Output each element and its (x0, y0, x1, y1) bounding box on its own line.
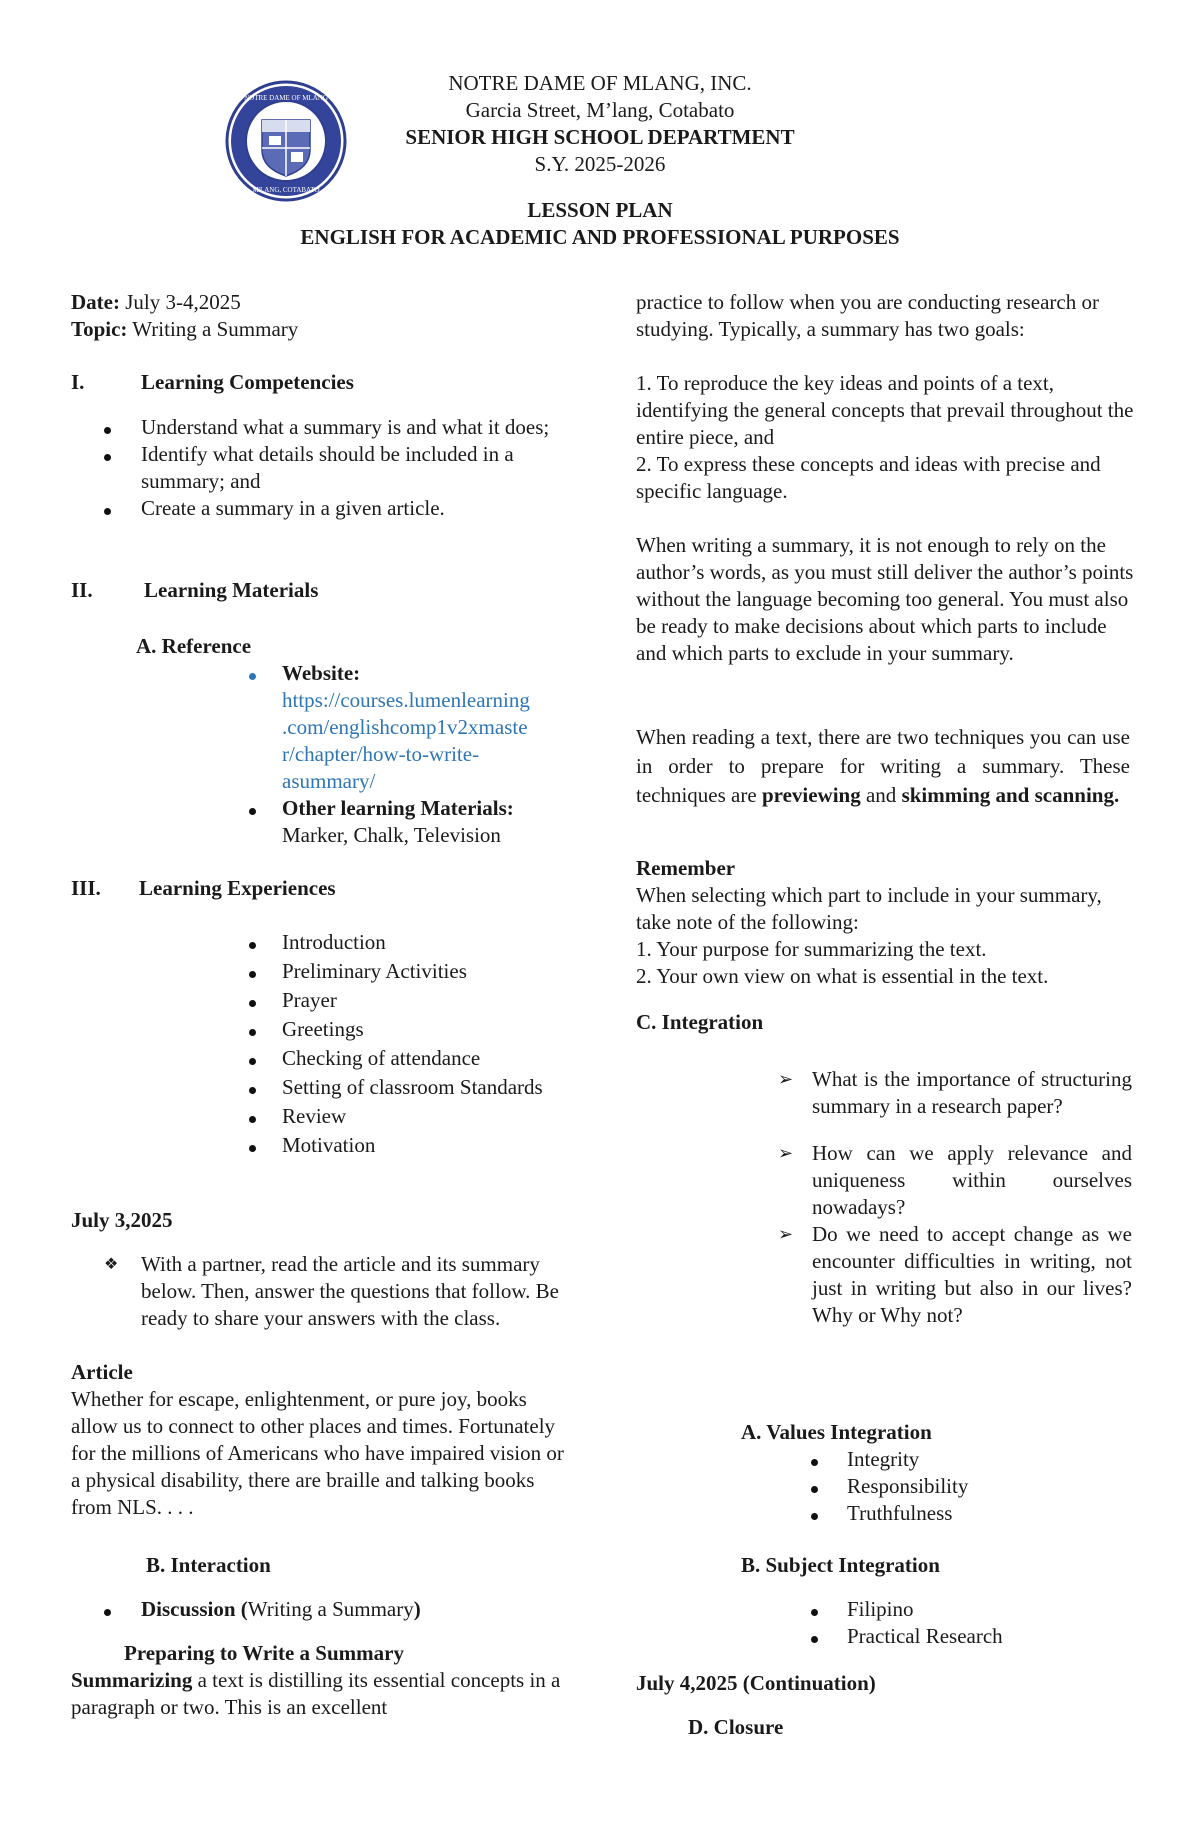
reference-list (247, 660, 577, 849)
website-link[interactable]: https://courses.lumenlearning .com/englishcomp1v2xmaste r/chapter/how-to-write- asummary/ (282, 688, 530, 793)
remember-heading: Remember (636, 856, 736, 880)
interaction-heading: B. Interaction (146, 1553, 271, 1577)
section-3-heading: III. Learning Experiences (71, 876, 336, 900)
topic-line: Topic: Writing a Summary (71, 317, 299, 341)
document-header (0, 70, 1200, 251)
list-item: Setting of classroom Standards (247, 1073, 567, 1102)
svg-text:M'LANG, COTABATO: M'LANG, COTABATO (252, 186, 320, 194)
writing-summary-paragraph: When writing a summary, it is not enough to rely on the author’s words, as you must still deliver the author’s points without the language becoming too general. You must also be ready to make decisions about which parts to include and which parts to exclude in your summary. (636, 533, 1134, 665)
list-item (247, 795, 577, 849)
list-item: Introduction (247, 928, 567, 957)
other-materials-value: Marker, Chalk, Television (282, 823, 501, 847)
subjects-list (808, 1596, 1108, 1650)
reference-heading: A. Reference (136, 634, 252, 658)
values-list (808, 1446, 1108, 1527)
article-label: Article (71, 1360, 133, 1384)
summarizing-paragraph: Summarizing a text is distilling its essential concepts in a paragraph or two. This is an excellent (71, 1668, 561, 1719)
remember-item-1: 1. Your purpose for summarizing the text. (636, 937, 987, 961)
list-item: Truthfulness (808, 1500, 1108, 1527)
remember-block (636, 855, 1136, 990)
arrow-bullet-icon: ➢ (778, 1069, 794, 1089)
integration-heading: C. Integration (636, 1010, 764, 1034)
list-item: Identify what details should be included in a summary; and (71, 441, 566, 495)
article-block (71, 1359, 571, 1521)
remember-item-2: 2. Your own view on what is essential in the text. (636, 964, 1049, 988)
list-item: Review (247, 1102, 567, 1131)
closure-heading: D. Closure (688, 1715, 784, 1739)
lesson-meta (71, 289, 571, 343)
list-item: ➢ Do we need to accept change as we encounter difficulties in writing, not just in writing but also in our lives? Why or Why not? (778, 1222, 1132, 1327)
website-label: Website: (282, 661, 361, 685)
document-title: LESSON PLAN (527, 198, 673, 222)
school-name: NOTRE DAME OF MLANG, INC. (448, 71, 752, 95)
date-line: Date: July 3-4,2025 (71, 290, 241, 314)
school-year: S.Y. 2025-2026 (534, 152, 666, 176)
integration-questions (778, 1066, 1132, 1329)
list-item: ➢ How can we apply relevance and uniqueness within ourselves nowadays? (778, 1141, 1132, 1219)
goal-2: 2. To express these concepts and ideas with precise and specific language. (636, 452, 1101, 503)
list-item: Create a summary in a given article. (71, 495, 566, 522)
day2-heading: July 4,2025 (Continuation) (636, 1671, 876, 1695)
summary-goals (636, 370, 1136, 505)
experiences-list (247, 928, 567, 1160)
day1-heading: July 3,2025 (71, 1208, 173, 1232)
list-item: Checking of attendance (247, 1044, 567, 1073)
list-item: Preliminary Activities (247, 957, 567, 986)
list-item: Prayer (247, 986, 567, 1015)
list-item: Motivation (247, 1131, 567, 1160)
discussion-item: Discussion (Writing a Summary) (71, 1596, 571, 1623)
list-item (247, 660, 577, 795)
subject-integration-heading: B. Subject Integration (741, 1553, 940, 1577)
subject-title: ENGLISH FOR ACADEMIC AND PROFESSIONAL PURPOSES (300, 225, 900, 249)
activity-instruction: ❖ With a partner, read the article and its summary below. Then, answer the questions that follow. Be ready to share your answers with the class. (104, 1252, 559, 1330)
section-1-heading: I. Learning Competencies (71, 370, 354, 394)
list-item: Understand what a summary is and what it does; (71, 414, 566, 441)
list-item: Greetings (247, 1015, 567, 1044)
school-address: Garcia Street, M’lang, Cotabato (465, 98, 735, 122)
list-item: Practical Research (808, 1623, 1108, 1650)
svg-text:NOTRE DAME OF MLANG: NOTRE DAME OF MLANG (244, 94, 328, 102)
arrow-bullet-icon: ➢ (778, 1143, 794, 1163)
summary-continuation: practice to follow when you are conducting research or studying. Typically, a summary has two goals: (636, 290, 1099, 341)
competencies-list (71, 414, 566, 522)
arrow-bullet-icon: ➢ (778, 1224, 794, 1244)
department-name: SENIOR HIGH SCHOOL DEPARTMENT (405, 125, 795, 149)
section-2-heading: II. Learning Materials (71, 578, 319, 602)
goal-1: 1. To reproduce the key ideas and points of a text, identifying the general concepts that prevail throughout the entire piece, and (636, 371, 1134, 449)
article-text: Whether for escape, enlightenment, or pure joy, books allow us to connect to other places and times. Fortunately for the millions of Americans who have impaired vision or a physical disability, there are braille and talking books from NLS. . . . (71, 1387, 564, 1519)
list-item: Responsibility (808, 1473, 1108, 1500)
list-item: Integrity (808, 1446, 1108, 1473)
values-integration-heading: A. Values Integration (741, 1420, 932, 1444)
remember-intro: When selecting which part to include in your summary, take note of the following: (636, 883, 1102, 934)
techniques-paragraph: When reading a text, there are two techniques you can use in order to prepare for writing a summary. These techniques are previewing and skimming and scanning. (636, 725, 1130, 807)
other-materials-label: Other learning Materials: (282, 796, 514, 820)
list-item: Filipino (808, 1596, 1108, 1623)
preparing-heading: Preparing to Write a Summary (124, 1641, 404, 1665)
list-item: ➢ What is the importance of structuring summary in a research paper? (778, 1067, 1132, 1118)
diamond-bullet-icon: ❖ (104, 1256, 119, 1273)
